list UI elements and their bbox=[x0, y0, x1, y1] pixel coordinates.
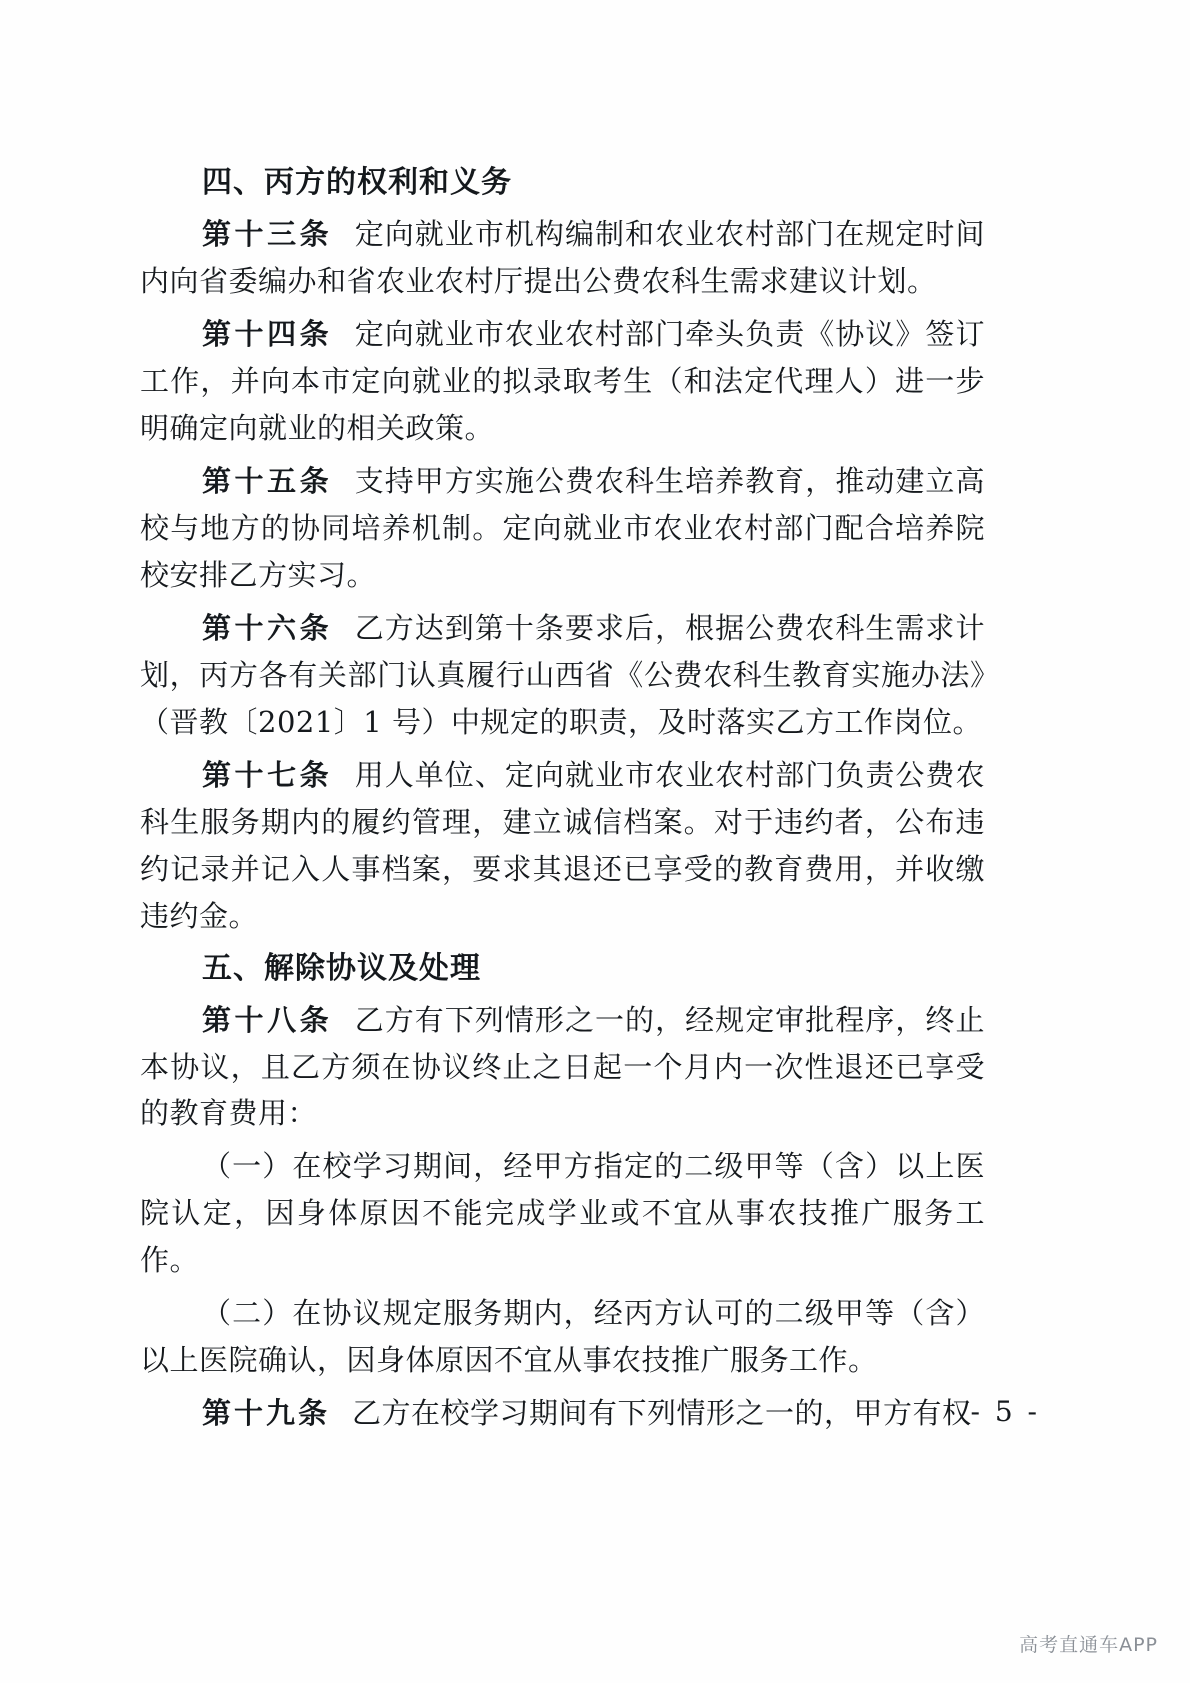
article-16 bbox=[140, 605, 985, 746]
article-19 bbox=[140, 1390, 985, 1437]
article-15-text: 支持甲方实施公费农科生培养教育，推动建立高校与地方的协同培养机制。定向就业市农业农村部门配合培养院校安排乙方实习。 bbox=[140, 463, 985, 592]
article-19-label: 第十九条 bbox=[202, 1396, 331, 1431]
article-15-label: 第十五条 bbox=[202, 463, 333, 498]
article-18-text: 乙方有下列情形之一的，经规定审批程序，终止本协议，且乙方须在协议终止之日起一个月内一次性退还已享受的教育费用： bbox=[140, 1002, 985, 1131]
article-13 bbox=[140, 211, 985, 305]
article-14 bbox=[140, 311, 985, 452]
article-18-label: 第十八条 bbox=[202, 1002, 333, 1037]
article-18 bbox=[140, 997, 985, 1138]
article-16-label: 第十六条 bbox=[202, 610, 333, 645]
article-19-text: 乙方在校学习期间有下列情形之一的，甲方有权 bbox=[352, 1396, 972, 1431]
article-14-text: 定向就业市农业农村部门牵头负责《协议》签订工作，并向本市定向就业的拟录取考生（和法定代理人）进一步明确定向就业的相关政策。 bbox=[140, 316, 985, 445]
section-heading-four: 四、丙方的权利和义务 bbox=[202, 165, 512, 200]
article-15 bbox=[140, 458, 985, 599]
page-number: - 5 - bbox=[970, 1395, 1040, 1428]
article-13-text: 定向就业市机构编制和农业农村部门在规定时间内向省委编办和省农业农村厅提出公费农科生需求建议计划。 bbox=[140, 217, 985, 298]
article-14-label: 第十四条 bbox=[202, 316, 333, 351]
article-17-text: 用人单位、定向就业市农业农村部门负责公费农科生服务期内的履约管理，建立诚信档案。对于违约者，公布违约记录并记入人事档案，要求其退还已享受的教育费用，并收缴违约金。 bbox=[140, 757, 985, 933]
article-17 bbox=[140, 752, 985, 940]
clause-item-1: （一）在校学习期间，经甲方指定的二级甲等（含）以上医院认定，因身体原因不能完成学业或不宜从事农技推广服务工作。 bbox=[140, 1149, 985, 1278]
article-16-text: 乙方达到第十条要求后，根据公费农科生需求计划，丙方各有关部门认真履行山西省《公费农科生教育实施办法》（晋教〔2021〕1 号）中规定的职责，及时落实乙方工作岗位。 bbox=[140, 610, 985, 739]
article-13-label: 第十三条 bbox=[202, 217, 333, 251]
watermark-label: 高考直通车APP bbox=[1019, 1634, 1158, 1656]
section-heading-five: 五、解除协议及处理 bbox=[202, 950, 481, 986]
article-17-label: 第十七条 bbox=[202, 757, 333, 792]
document-body bbox=[140, 160, 985, 1443]
clause-item-2: （二）在协议规定服务期内，经丙方认可的二级甲等（含）以上医院确认，因身体原因不宜从事农技推广服务工作。 bbox=[140, 1296, 985, 1378]
